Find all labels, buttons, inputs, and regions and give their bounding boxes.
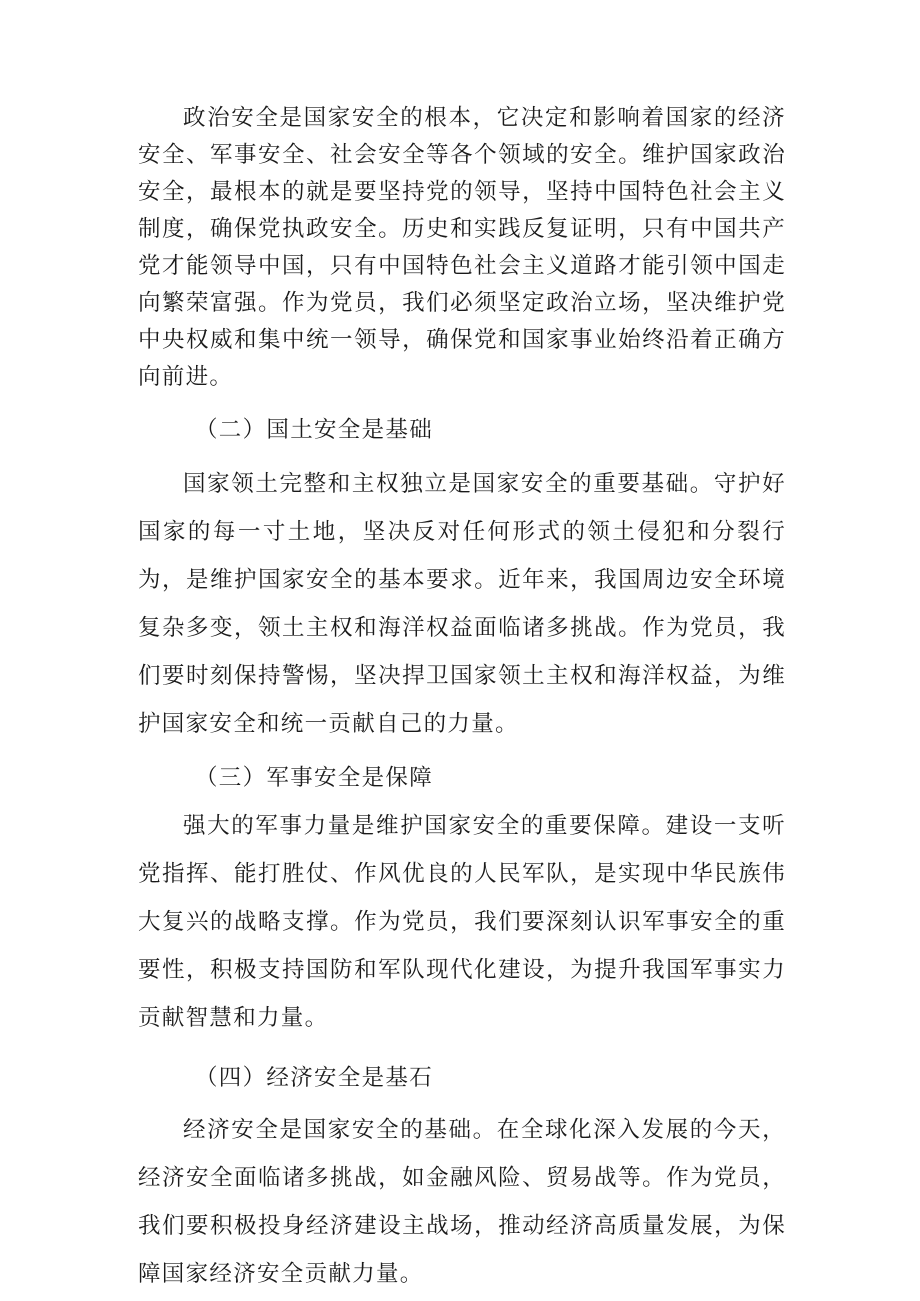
section-heading-economic-security: （四）经济安全是基石 [195,1065,434,1091]
paragraph-political-security: 政治安全是国家安全的根本，它决定和影响着国家的经济安全、军事安全、社会安全等各个领域的安全。维护国家政治安全，最根本的就是要坚持党的领导，坚持中国特色社会主义制度，确保党执政安全。历史和实践反复证明，只有中国共产党才能领导中国，只有中国特色社会主义道路才能引领中国走向繁荣富强。作为党员，我们必须坚定政治立场，坚决维护党中央权威和集中统一领导，确保党和国家事业始终沿着正确方向前进。 [138,105,786,390]
document-body [138,100,786,1298]
paragraph-economic-security: 经济安全是国家安全的基础。在全球化深入发展的今天，经济安全面临诸多挑战，如金融风险、贸易战等。作为党员，我们要积极投身经济建设主战场，推动经济高质量发展，为保障国家经济安全贡献力量。 [138,1117,786,1287]
section-heading-territorial-security: （二）国土安全是基础 [195,417,434,443]
section-heading-military-security: （三）军事安全是保障 [195,765,434,791]
paragraph-territorial-security: 国家领土完整和主权独立是国家安全的重要基础。守护好国家的每一寸土地，坚决反对任何形式的领土侵犯和分裂行为，是维护国家安全的基本要求。近年来，我国周边安全环境复杂多变，领土主权和海洋权益面临诸多挑战。作为党员，我们要时刻保持警惕，坚决捍卫国家领土主权和海洋权益，为维护国家安全和统一贡献自己的力量。 [138,471,786,737]
paragraph-military-security: 强大的军事力量是维护国家安全的重要保障。建设一支听党指挥、能打胜仗、作风优良的人民军队，是实现中华民族伟大复兴的战略支撑。作为党员，我们要深刻认识军事安全的重要性，积极支持国防和军队现代化建设，为提升我国军事实力贡献智慧和力量。 [138,813,786,1031]
